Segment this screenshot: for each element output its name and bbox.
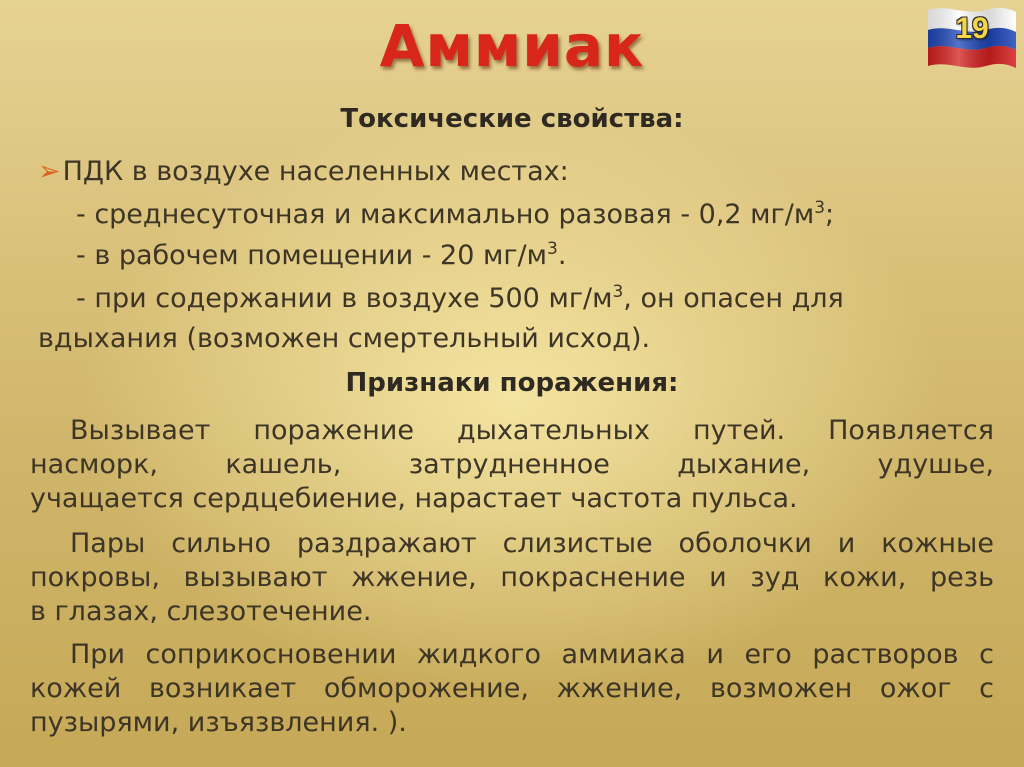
sub-item-text: - при содержании в воздухе 500 мг/м <box>76 283 613 314</box>
sub-item-tail: ; <box>825 199 835 230</box>
paragraph-line: кожей возникает обморожение, жжение, возможен ожог с <box>30 673 994 704</box>
section-heading-damage-signs: Признаки поражения: <box>345 368 679 398</box>
superscript: 3 <box>547 239 558 259</box>
russian-flag-icon <box>926 4 1018 72</box>
sub-item-daily-average <box>76 197 834 232</box>
sub-item-text: - среднесуточная и максимально разовая - 0,2 мг/м <box>76 199 815 230</box>
sub-item-workplace <box>76 238 566 273</box>
slide-number: 19 <box>955 12 989 45</box>
paragraph-line: насморк, кашель, затрудненное дыхание, удушье, <box>30 449 994 480</box>
paragraph-mucous <box>30 527 994 629</box>
paragraph-line: в глазах, слезотечение. <box>30 596 372 627</box>
paragraph-line: При соприкосновении жидкого аммиака и его растворов с <box>70 639 994 670</box>
slide-title: Аммиак <box>379 12 645 80</box>
paragraph-line: Вызывает поражение дыхательных путей. Появляется <box>70 415 994 446</box>
sub-item-tail: . <box>557 240 567 271</box>
bullet-text: ПДК в воздухе населенных местах: <box>62 156 569 187</box>
arrow-bullet-icon: ➢ <box>38 156 61 187</box>
superscript: 3 <box>612 282 624 302</box>
paragraph-line: Пары сильно раздражают слизистые оболочки и кожные <box>70 528 994 559</box>
sub-item-dangerous-concentration <box>76 281 844 316</box>
paragraph-respiratory <box>30 414 994 516</box>
paragraph-line: покровы, вызывают жжение, покраснение и зуд кожи, резь <box>30 562 994 593</box>
section-heading-toxic-properties: Токсические свойства: <box>340 104 684 134</box>
sub-item-tail: , он опасен для <box>623 283 844 314</box>
paragraph-skin-contact <box>30 638 994 740</box>
sub-item-continuation: вдыхания (возможен смертельный исход). <box>38 323 651 354</box>
bullet-item <box>38 154 569 189</box>
sub-item-text: - в рабочем помещении - 20 мг/м <box>76 240 547 271</box>
paragraph-line: учащается сердцебиение, нарастает частота пульса. <box>30 483 798 514</box>
superscript: 3 <box>814 198 826 218</box>
paragraph-line: пузырями, изъязвления. ). <box>30 707 407 738</box>
